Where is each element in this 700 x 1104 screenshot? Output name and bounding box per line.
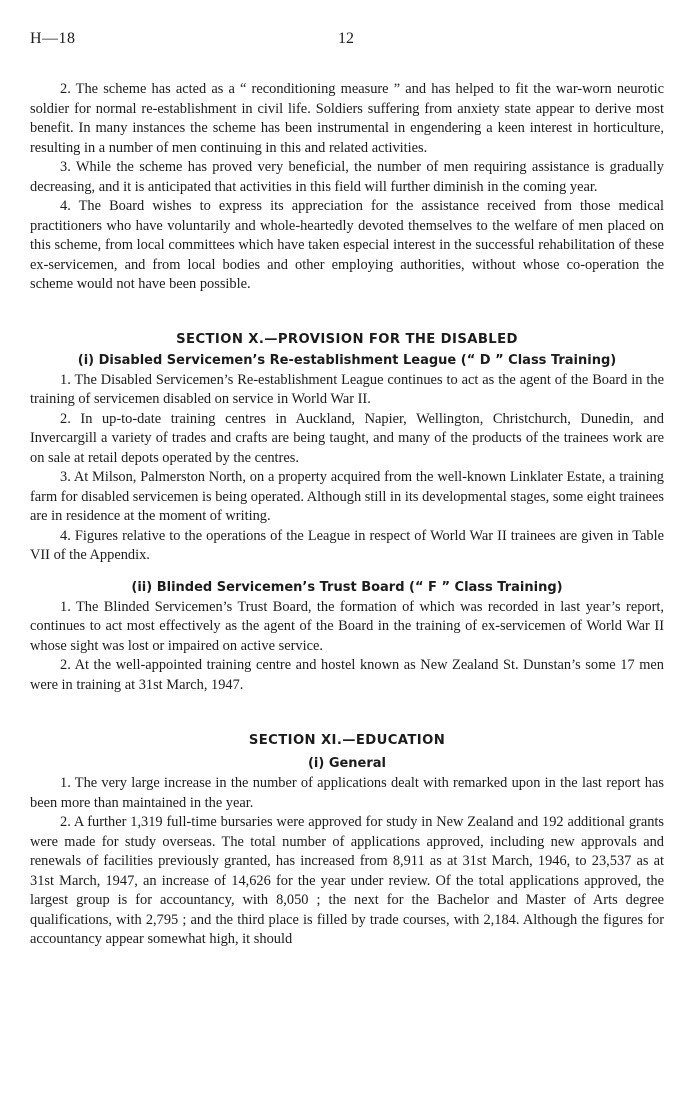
intro-section [30, 80, 664, 295]
subsection-body [30, 371, 664, 566]
paragraph: 3. While the scheme has proved very beneficial, the number of men requiring assistance is gradually decreasing, and it is anticipated that activities in this field will further diminish in the coming year. [30, 159, 664, 195]
section-xi [30, 733, 664, 950]
section-title: SECTION XI.—EDUCATION [248, 733, 446, 748]
paragraph: 1. The Disabled Servicemen’s Re-establishment League continues to act as the agent of the Board in the training of servicemen disabled on service in World War II. [30, 371, 664, 407]
subsection-title: (ii) Blinded Servicemen’s Trust Board (“ F ” Class Training) [131, 579, 563, 595]
paragraph: 4. Figures relative to the operations of the League in respect of World War II trainees are given in Table VII of the Appendix. [30, 527, 664, 563]
paragraph: 2. A further 1,319 full-time bursaries were approved for study in New Zealand and 192 additional grants were made for study overseas. The total number of applications approved, including new approvals and renewals of facilities previously granted, has increased from 8,911 as at 31st March, 1946, to 23,537 as at 31st March, 1947, an increase of 14,626 for the year under review. Of the total applications approved, the largest group is for accountancy, with 8,050 ; the next for the Bachelor and Master of Arts degree qualifications, with 2,795 ; and the third place is filled by trade courses, with 2,184. Although the figures for accountancy appear somewhat high, it should [30, 814, 664, 947]
page-header [30, 30, 664, 54]
paragraph: 2. The scheme has acted as a “ reconditioning measure ” and has helped to fit the war-worn neurotic soldier for normal re-establishment in civil life. Soldiers suffering from anxiety state appear to derive most benefit. In many instances the scheme has been instrumental in engendering a keen interest in horticulture, resulting in a number of men continuing in this and related activities. [30, 81, 664, 156]
document-page [30, 30, 664, 950]
page-reference: H—18 [30, 30, 76, 47]
subsection-title: (i) General [307, 756, 387, 771]
paragraph: 1. The very large increase in the number of applications dealt with remarked upon in the last report has been more than maintained in the year. [30, 775, 664, 811]
section-x [30, 332, 664, 696]
section-title: SECTION X.—PROVISION FOR THE DISABLED [176, 331, 518, 347]
paragraph: 3. At Milson, Palmerston North, on a property acquired from the well-known Linklater Estate, a training farm for disabled servicemen is being operated. Although still in its developmental stages, some eight trainees are in residence at the moment of writing. [30, 469, 664, 524]
subsection-body [30, 598, 664, 696]
paragraph: 2. In up-to-date training centres in Auckland, Napier, Wellington, Christchurch, Dunedin, and Invercargill a variety of trades and crafts are being taught, and many of the products of the trainees work are on sale at retail depots operated by the centres. [30, 410, 664, 466]
paragraph: 1. The Blinded Servicemen’s Trust Board, the formation of which was recorded in last year’s report, continues to act most effectively as the agent of the Board in the training of ex-servicemen of World War II whose sight was lost or impaired on active service. [30, 598, 664, 654]
subsection-body [30, 774, 664, 950]
subsection-title: (i) Disabled Servicemen’s Re-establishment League (“ D ” Class Training) [77, 352, 617, 368]
page-number: 12 [338, 30, 354, 47]
paragraph: 2. At the well-appointed training centre and hostel known as New Zealand St. Dunstan’s some 17 men were in training at 31st March, 1947. [30, 657, 664, 693]
paragraph: 4. The Board wishes to express its appreciation for the assistance received from those medical practitioners who have voluntarily and whole-heartedly devoted themselves to the welfare of men placed on this scheme, from local committees which have taken especial interest in the successful rehabilitation of these ex-servicemen, and from local bodies and other employing authorities, without whose co-operation the scheme would not have been possible. [30, 198, 664, 292]
